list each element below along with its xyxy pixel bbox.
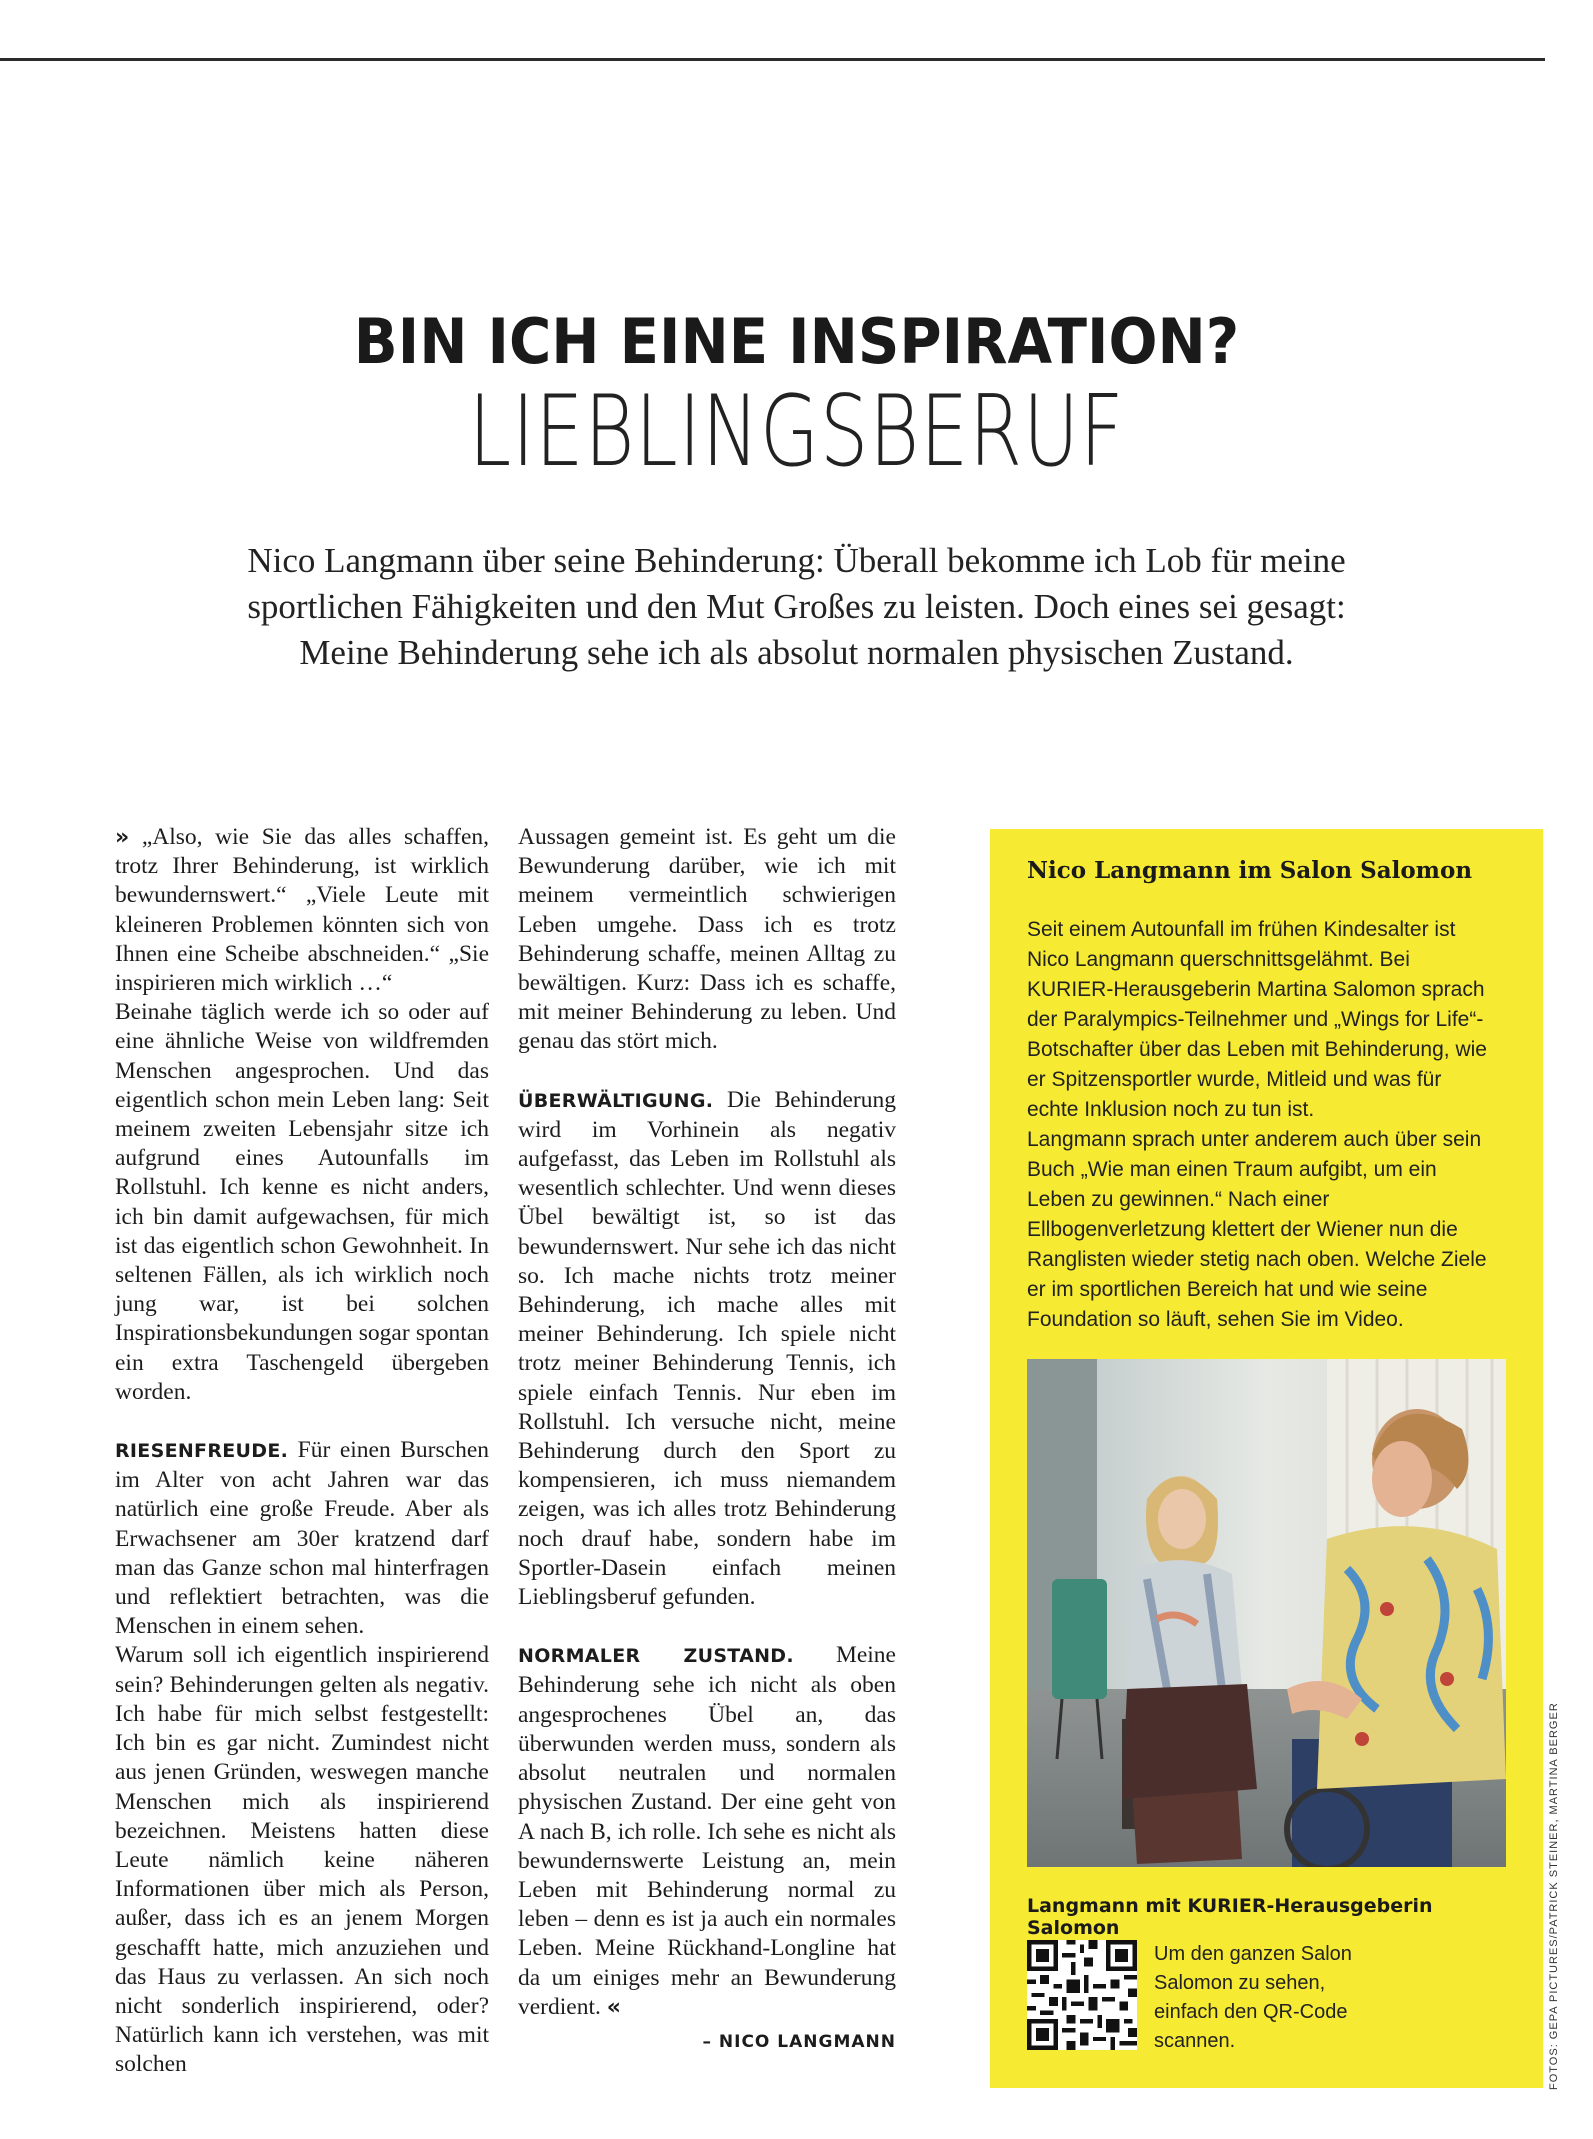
photo-caption: Langmann mit KURIER-Herausgeberin Salomon: [1027, 1895, 1433, 1939]
paragraph-text: Die Behinderung wird im Vorhinein als negativ aufgefasst, das Leben im Rollstuhl als wesentlich schlechter. Und wenn dieses Übel bewältigt ist, so ist das bewundernswert. Nur sehe ich das nicht so. Ich mache nichts trotz meiner Behinderung, ich mache alles mit meiner Behinderung. Ich spiele nicht trotz meiner Behinderung Tennis, ich spiele einfach Tennis. Nur eben im Rollstuhl. Ich versuche nicht, meine Behinderung durch den Sport zu kompensieren, ich muss niemandem zeigen, was ich alles trotz Behinderung noch drauf habe, sondern habe im Sportler-Dasein einfach meinen Lieblingsberuf gefunden.: [518, 1086, 896, 1611]
article-paragraph: [115, 823, 489, 998]
subhead-normaler-zustand: NORMALER ZUSTAND.: [518, 1645, 794, 1668]
headline: LIEBLINGSBERUF: [468, 375, 1125, 489]
intro-quotes: „Also, wie Sie das alles schaffen, trotz Ihrer Behinderung, ist wirklich bewundernswert.“ „Viele Leute mit kleineren Problemen könnten sich von Ihnen eine Scheibe abschneiden.“ „Sie inspirieren mich wirklich …“: [115, 824, 490, 997]
open-quote-mark: »: [115, 825, 130, 850]
close-quote-mark: «: [606, 1994, 621, 2020]
top-rule: [0, 58, 1545, 61]
photo-illustration: [1027, 1359, 1506, 1867]
article-paragraph: [518, 1641, 896, 2022]
article-paragraph: [115, 1436, 489, 1641]
subhead-riesenfreude: RIESENFREUDE.: [115, 1440, 289, 1463]
interview-photo: [1027, 1359, 1506, 1867]
qr-code-graphic: [1027, 1940, 1137, 2050]
info-box-paragraph: Seit einem Autounfall im frühen Kindesalter ist Nico Langmann querschnittsgelähmt. Bei KURIER-Herausgeberin Martina Salomon sprach der Paralympics-Teilnehmer und „Wings for Life“-Botschafter über das Leben mit Behinderung, wie er Spitzensportler wurde, Mitleid und was für echte Inklusion noch zu tun ist.: [1027, 918, 1487, 1121]
kicker: BIN ICH EINE INSPIRATION?: [353, 305, 1240, 378]
byline: – NICO LANGMANN: [702, 2031, 896, 2052]
info-box-text: [1027, 915, 1497, 1335]
photo-credit: FOTOS: GEPA PICTURES/PATRICK STEINER, MARTINA BERGER: [1548, 1702, 1560, 2090]
subhead-ueberwaeltigung: ÜBERWÄLTIGUNG.: [518, 1089, 714, 1112]
article-paragraph: [518, 1086, 896, 1613]
lead-paragraph: Nico Langmann über seine Behinderung: Überall bekomme ich Lob für meine sportlichen Fähigkeiten und den Mut Großes zu leisten. Doch eines sei gesagt: Meine Behinderung sehe ich als absolut normalen physischen Zustand.: [247, 541, 1346, 672]
article-column-2: [518, 823, 896, 2057]
qr-instructions: Um den ganzen Salon Salomon zu sehen, einfach den QR-Code scannen.: [1154, 1943, 1352, 2052]
article-paragraph: Aussagen gemeint ist. Es geht um die Bewunderung darüber, wie ich mit meinem vermeintlich schwierigen Leben umgehe. Dass ich es trotz Behinderung schaffe, meinen Alltag zu bewältigen. Kurz: Dass ich es schaffe, mit meiner Behinderung zu leben. Und genau das stört mich.: [518, 824, 896, 1055]
article-column-1: [115, 823, 489, 2080]
paragraph-text: Für einen Burschen im Alter von acht Jahren war das natürlich eine große Freude. Aber als Erwachsener am 30er kratzend darf man das Ganze schon mal hinterfragen und reflektiert betrachten, was die Menschen in einem sehen.: [115, 1437, 490, 1640]
info-box-paragraph: Langmann sprach unter anderem auch über sein Buch „Wie man einen Traum aufgibt, um ein Leben zu gewinnen.“ Nach einer Ellbogenverletzung klettert der Wiener nun die Ranglisten wieder stetig nach oben. Welche Ziele er im sportlichen Bereich hat und wie seine Foundation so läuft, sehen Sie im Video.: [1027, 1128, 1487, 1331]
article-paragraph: Beinahe täglich werde ich so oder auf eine ähnliche Weise von wildfremden Menschen angesprochen. Und das eigentlich schon mein Leben lang: Seit meinem zweiten Lebensjahr sitze ich aufgrund eines Autounfalls im Rollstuhl. Ich kenne es nicht anders, ich bin damit aufgewachsen, für mich ist das eigentlich schon Gewohnheit. In seltenen Fällen, als ich wirklich noch jung war, ist bei solchen Inspirationsbekundungen sogar spontan ein extra Taschengeld übergeben worden.: [115, 999, 489, 1405]
info-box-title: Nico Langmann im Salon Salomon: [1027, 857, 1473, 884]
article-paragraph: Warum soll ich eigentlich inspirierend sein? Behinderungen gelten als negativ. Ich habe für mich selbst festgestellt: Ich bin es gar nicht. Zumindest nicht aus jenen Gründen, weswegen manche Menschen mich als inspirierend bezeichnen. Meistens hatten diese Leute nämlich keine näheren Informationen über mich als Person, außer, dass ich es an jenem Morgen geschafft hatte, mich anzuziehen und das Haus zu verlassen. An sich noch nicht sonderlich inspirierend, oder? Natürlich kann ich verstehen, was mit solchen: [115, 1642, 489, 2078]
info-box: [990, 829, 1543, 2088]
paragraph-text: Meine Behinderung sehe ich nicht als oben angesprochenes Übel an, das überwunden werden muss, sondern als absolut neutralen und normalen physischen Zustand. Der eine geht von A nach B, ich rolle. Ich sehe es nicht als bewundernswerte Leistung an, mein Leben mit Behinderung normal zu leben – denn es ist ja auch ein normales Leben. Meine Rückhand-Longline hat da um einiges mehr an Bewunderung verdient.: [518, 1642, 896, 2020]
qr-code[interactable]: [1027, 1940, 1137, 2050]
